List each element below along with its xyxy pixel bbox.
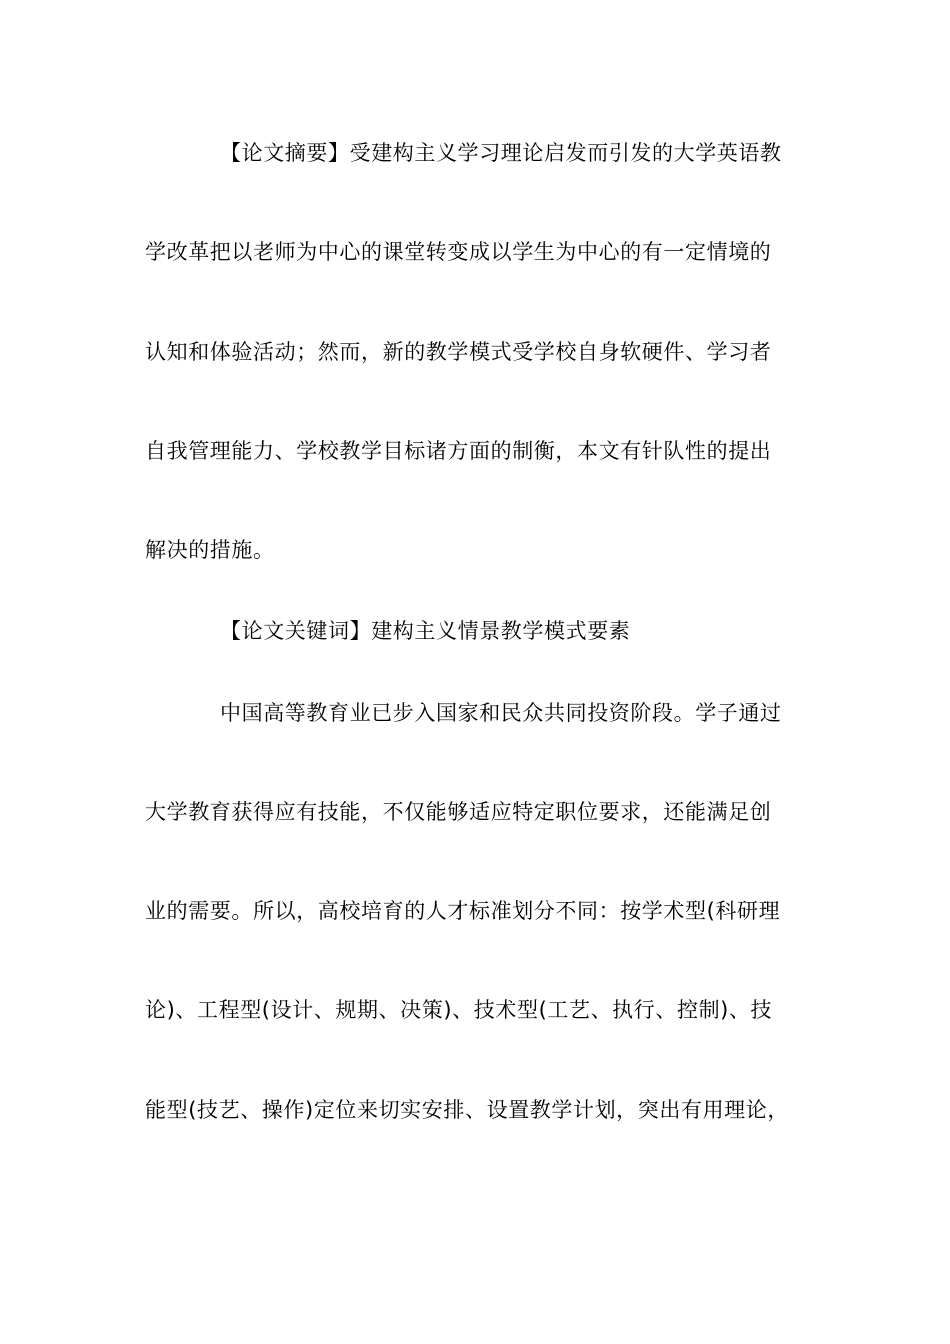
body-line-3: 业的需要。所以，高校培育的人才标准划分不同：按学术型(科研理 [145,899,781,923]
abstract-line-3: 认知和体验活动；然而，新的教学模式受学校自身软硬件、学习者 [145,340,772,364]
abstract-line-1: 【论文摘要】受建构主义学习理论启发而引发的大学英语教 [220,141,782,165]
body-line-5: 能型(技艺、操作)定位来切实安排、设置教学计划，突出有用理论， [145,1098,789,1122]
abstract-line-4: 自我管理能力、学校教学目标诸方面的制衡，本文有针队性的提出 [145,439,772,463]
abstract-line-5: 解决的措施。 [145,538,275,562]
abstract-line-2: 学改革把以老师为中心的课堂转变成以学生为中心的有一定情境的 [145,240,772,264]
keywords-line: 【论文关键词】建构主义情景教学模式要素 [220,619,631,643]
body-line-2: 大学教育获得应有技能，不仅能够适应特定职位要求，还能满足创 [145,800,772,824]
body-line-1: 中国高等教育业已步入国家和民众共同投资阶段。学子通过 [220,701,782,725]
body-line-4: 论)、工程型(设计、规期、决策)、技术型(工艺、执行、控制)、技 [145,998,773,1022]
